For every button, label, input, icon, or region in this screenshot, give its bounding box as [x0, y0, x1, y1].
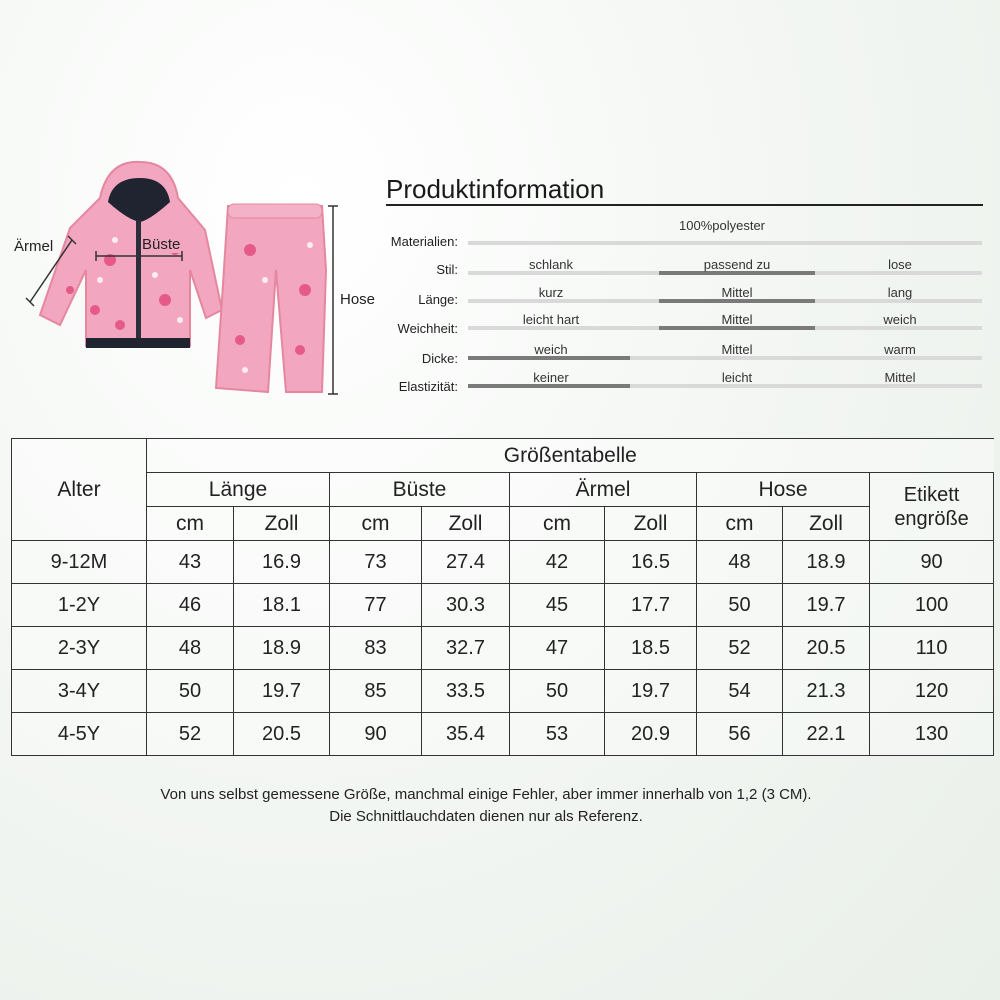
info-option: weich [534, 342, 568, 357]
size-cell: 46 [147, 584, 234, 627]
label-size-cell: 110 [870, 627, 994, 670]
size-cell: 52 [147, 713, 234, 756]
info-option: 100%polyester [679, 218, 765, 233]
size-cell: 53 [510, 713, 605, 756]
unit-row [12, 507, 994, 541]
size-cell: 22.1 [783, 713, 870, 756]
unit-inch: Zoll [422, 507, 510, 541]
size-cell: 35.4 [422, 713, 510, 756]
age-cell: 3-4Y [12, 670, 147, 713]
info-label: Materialien: [390, 234, 458, 249]
info-option: Mittel [884, 370, 916, 385]
size-cell: 52 [697, 627, 783, 670]
info-label: Dicke: [421, 351, 458, 366]
info-option: leicht hart [522, 312, 580, 327]
info-option: Mittel [721, 342, 753, 357]
size-cell: 77 [330, 584, 422, 627]
size-cell: 33.5 [422, 670, 510, 713]
size-cell: 21.3 [783, 670, 870, 713]
label-size-cell: 100 [870, 584, 994, 627]
age-cell: 9-12M [12, 541, 147, 584]
reference-note: Die Schnittlauchdaten dienen nur als Referenz. [329, 808, 643, 825]
info-option: Mittel [721, 312, 753, 327]
pants-label: Hose [340, 291, 376, 308]
unit-inch: Zoll [234, 507, 330, 541]
size-table-body [12, 541, 994, 756]
unit-inch: Zoll [783, 507, 870, 541]
label-size-line2: engröße [894, 507, 969, 530]
header-bust: Büste [330, 473, 510, 507]
size-cell: 48 [147, 627, 234, 670]
info-label: Elastizität: [398, 379, 458, 394]
table-row [12, 627, 994, 670]
rating-track [468, 241, 982, 245]
info-option: Mittel [721, 285, 753, 300]
size-cell: 16.5 [605, 541, 697, 584]
info-option: leicht [721, 370, 753, 385]
size-cell: 54 [697, 670, 783, 713]
size-cell: 48 [697, 541, 783, 584]
unit-inch: Zoll [605, 507, 697, 541]
size-cell: 20.5 [234, 713, 330, 756]
label-size-cell: 90 [870, 541, 994, 584]
size-cell: 73 [330, 541, 422, 584]
product-illustration [0, 150, 390, 410]
info-option: kurz [538, 285, 564, 300]
size-cell: 56 [697, 713, 783, 756]
info-label: Länge: [418, 292, 458, 307]
raincoat-set-image [0, 150, 390, 410]
size-table-title: Größentabelle [147, 439, 994, 473]
size-cell: 50 [697, 584, 783, 627]
size-cell: 16.9 [234, 541, 330, 584]
size-cell: 20.5 [783, 627, 870, 670]
age-cell: 1-2Y [12, 584, 147, 627]
unit-cm: cm [697, 507, 783, 541]
header-age: Alter [12, 439, 147, 541]
size-cell: 19.7 [783, 584, 870, 627]
unit-cm: cm [330, 507, 422, 541]
size-cell: 42 [510, 541, 605, 584]
size-cell: 18.9 [783, 541, 870, 584]
size-cell: 47 [510, 627, 605, 670]
header-sleeve: Ärmel [510, 473, 697, 507]
info-option: schlank [528, 257, 574, 272]
size-cell: 83 [330, 627, 422, 670]
size-cell: 50 [510, 670, 605, 713]
size-cell: 17.7 [605, 584, 697, 627]
size-cell: 30.3 [422, 584, 510, 627]
header-label-size [870, 473, 994, 541]
info-label: Weichheit: [397, 321, 458, 336]
size-cell: 85 [330, 670, 422, 713]
table-row [12, 541, 994, 584]
age-cell: 4-5Y [12, 713, 147, 756]
table-row [12, 713, 994, 756]
size-cell: 45 [510, 584, 605, 627]
size-cell: 19.7 [605, 670, 697, 713]
header-length: Länge [147, 473, 330, 507]
pants-shape [216, 206, 326, 392]
measurement-note: Von uns selbst gemessene Größe, manchmal einige Fehler, aber immer innerhalb von 1,2 (3 CM). [160, 786, 812, 803]
size-table [11, 438, 994, 756]
size-cell: 32.7 [422, 627, 510, 670]
info-option: passend zu [703, 257, 771, 272]
bust-label: Büste [142, 236, 181, 253]
size-cell: 19.7 [234, 670, 330, 713]
unit-cm: cm [510, 507, 605, 541]
table-row [12, 670, 994, 713]
title-divider [386, 204, 983, 206]
size-cell: 18.9 [234, 627, 330, 670]
info-option: warm [884, 342, 916, 357]
info-option: lang [887, 285, 913, 300]
label-size-line1: Etikett [903, 483, 960, 506]
size-cell: 18.5 [605, 627, 697, 670]
table-row [12, 584, 994, 627]
info-option: weich [883, 312, 917, 327]
label-size-cell: 120 [870, 670, 994, 713]
size-cell: 27.4 [422, 541, 510, 584]
header-pants: Hose [697, 473, 870, 507]
info-option: lose [888, 257, 912, 272]
label-size-cell: 130 [870, 713, 994, 756]
size-cell: 90 [330, 713, 422, 756]
size-cell: 50 [147, 670, 234, 713]
size-cell: 20.9 [605, 713, 697, 756]
unit-cm: cm [147, 507, 234, 541]
sleeve-label: Ärmel [14, 238, 54, 255]
size-cell: 18.1 [234, 584, 330, 627]
info-option: keiner [533, 370, 569, 385]
age-cell: 2-3Y [12, 627, 147, 670]
info-label: Stil: [436, 262, 458, 277]
jacket-zipper [136, 220, 141, 346]
size-cell: 43 [147, 541, 234, 584]
product-info-title: Produktinformation [386, 174, 605, 204]
